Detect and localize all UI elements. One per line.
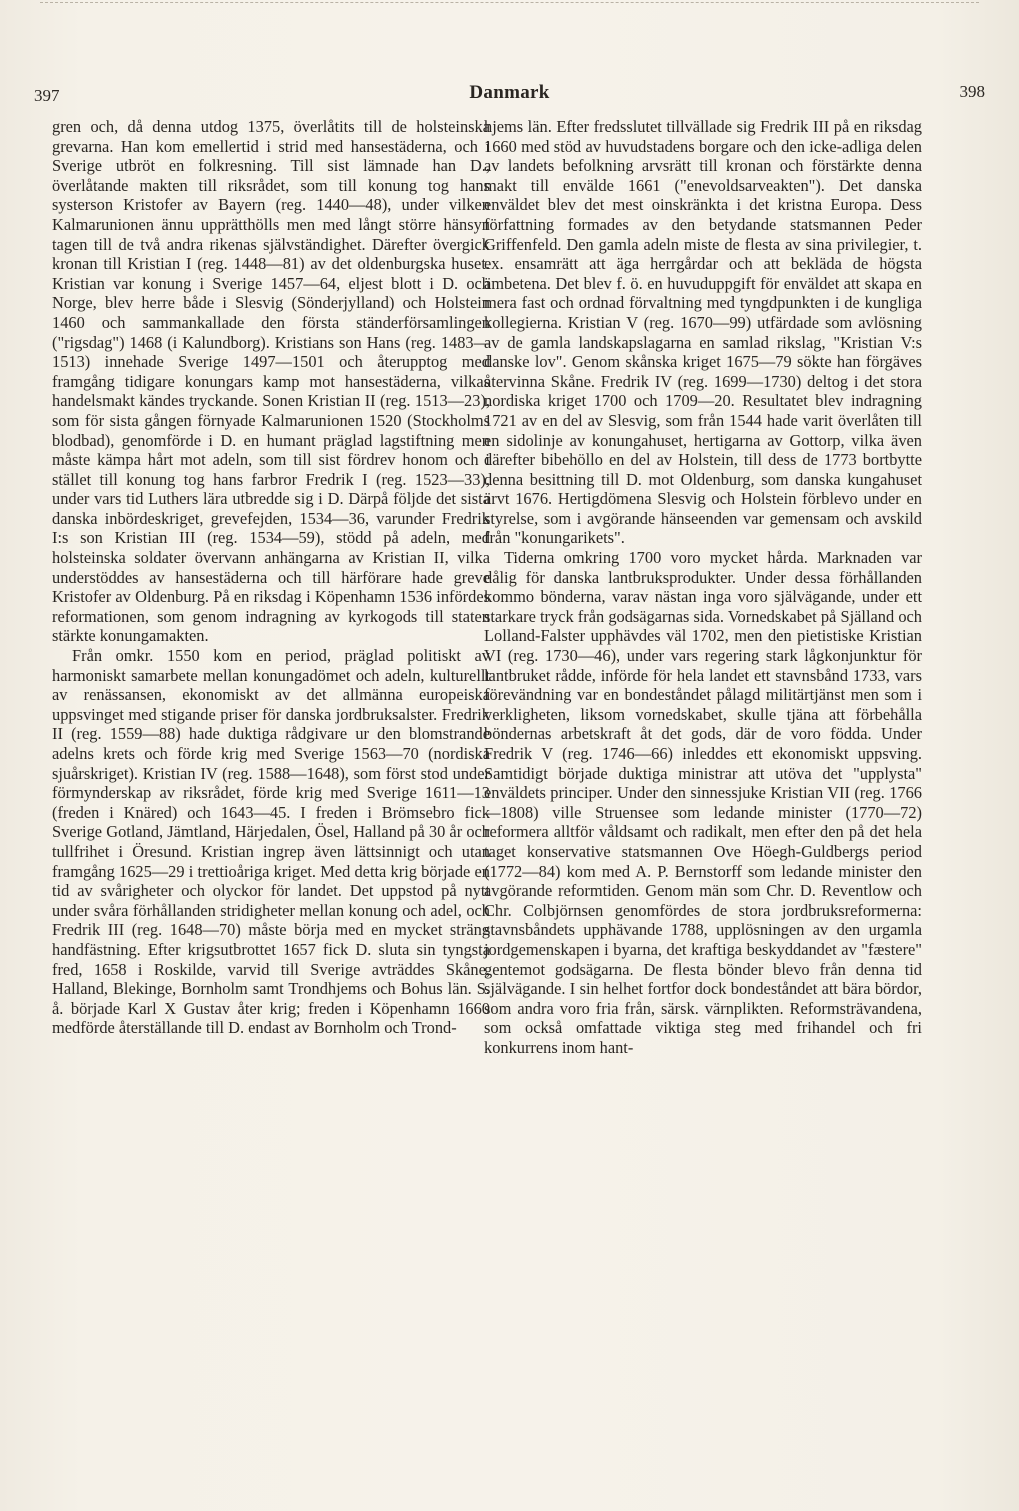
right-column [484,117,922,1058]
running-title: Danmark [469,82,550,103]
paragraph: Från omkr. 1550 kom en period, präglad politiskt av harmoniskt samarbete mellan konungadömet och adeln, kulturellt av renässansen, ekonomiskt av det allmänna europeiska uppsvinget med stigande priser för danska jordbruksalster. Fredrik II (reg. 1559—88) hade duktiga rådgivare ur den blomstrande adelns krets och förde krig med Sverige 1563—70 (nordiska sjuårskriget). Kristian IV (reg. 1588—1648), som först stod under förmynderskap av riksrådet, förde krig med Sverige 1611—13 (freden i Knäred) och 1643—45. I freden i Brömsebro fick Sverige Gotland, Jämtland, Härjedalen, Ösel, Halland på 30 år och tullfrihet i Öresund. Kristian ingrep även lättsinnigt och utan framgång 1625—29 i trettioåriga kriget. Med detta krig började en tid av svårigheter och olyckor för landet. Det uppstod på nytt under svåra förhållanden stridigheter mellan konung och adel, och Fredrik III (reg. 1648—70) måste börja med en mycket sträng handfästning. Efter krigsutbrottet 1657 fick D. sluta sin tyngsta fred, 1658 i Roskilde, varvid till Sverige avträddes Skåne, Halland, Blekinge, Bornholm samt Trondhjems och Bohus län. S. å. började Karl X Gustav åter krig; freden i Köpenhamn 1660 medförde återställande till D. endast av Bornholm och Trond- [52,646,490,1038]
running-header [34,82,985,108]
top-edge-rule [40,2,979,3]
left-column [52,117,490,1038]
paragraph: Tiderna omkring 1700 voro mycket hårda. Marknaden var dålig för danska lantbruksprodukter. Under dessa förhållanden kommo bönderna, varav nästan inga voro självägande, under ett starkare tryck från godsägarnas sida. Vornedskabet på Själland och Lolland-Falster upphävdes väl 1702, men den pietistiske Kristian VI (reg. 1730—46), under vars regering stark lågkonjunktur för lantbruket rådde, införde för hela landet ett stavnsbånd 1733, vars förevändning var en bondeståndet pålagd militärtjänst men som i verkligheten, liksom vornedskabet, skulle tjäna att förbehålla böndernas arbetskraft åt det gods, där de voro födda. Under Fredrik V (reg. 1746—66) inleddes ett ekonomiskt uppsving. Samtidigt började duktiga ministrar att utöva det "upplysta" enväldets principer. Under den sinnessjuke Kristian VII (reg. 1766—1808) ville Struensee som ledande minister (1770—72) reformera alltför våldsamt och radikalt, men efter den på det hela taget konservative statsmannen Ove Höegh-Guldbergs period (1772—84) kom med A. P. Bernstorff som ledande minister den avgörande reformtiden. Genom män som Chr. D. Reventlow och Chr. Colbjörnsen genomfördes de stora jordbruksreformerna: stavnsbåndets upphävande 1788, upplösningen av den urgamla jordgemenskapen i byarna, det kraftiga beskyddandet av "fæstere" gentemot godsägarna. De flesta bönder blevo från denna tid självägande. I sin helhet fortfor dock bondeståndet att bära bördor, som andra voro fria från, särsk. värnplikten. Reformsträvandena, som också omfattade viktiga steg med frihandel och fri konkurrens inom hant- [484,548,922,1057]
paragraph: hjems län. Efter fredsslutet tillvällade sig Fredrik III på en riksdag 1660 med stöd av huvudstadens borgare och den icke-adliga delen av landets befolkning arvsrätt till kronan och förstärkte denna makt till envälde 1661 ("enevoldsarveakten"). Det danska enväldet blev det mest oinskränkta i det kristna Europa. Dess författning formades av den betydande statsmannen Peder Griffenfeld. Den gamla adeln miste de flesta av sina privilegier, t. ex. ensamrätt att äga herrgårdar och att bekläda de högsta ämbetena. Det blev f. ö. en huvuduppgift för enväldet att skapa en mera fast och ordnad förvaltning med tyngdpunkten i de kungliga kollegierna. Kristian V (reg. 1670—99) utfärdade som avlösning av de gamla landskapslagarna en samlad rikslag, "Kristian V:s danske lov". Genom skånska kriget 1675—79 sökte han förgäves återvinna Skåne. Fredrik IV (reg. 1699—1730) deltog i det stora nordiska kriget 1700 och 1709—20. Resultatet blev indragning 1721 av en del av Slesvig, som från 1544 hade varit överlåten till en sidolinje av konungahuset, hertigarna av Gottorp, vilka även därefter bibehöllo en del av Holstein, till dess de 1773 bortbytte denna besittning till D. mot Oldenburg, som danska kungahuset ärvt 1676. Hertigdömena Slesvig och Holstein förblevo under en styrelse, som i avgörande hänseenden var gemensam och avskild från "konungarikets". [484,117,922,548]
page-number-left: 397 [34,86,60,105]
paragraph: gren och, då denna utdog 1375, överlåtits till de holsteinska grevarna. Han kom emellertid i strid med hansestäderna, och i Sverige utbröt en folkresning. Till sist lämnade han D., överlåtande makten till riksrådet, som till konung tog hans systerson Kristofer av Bayern (reg. 1440—48), under vilken Kalmarunionen ännu upprätthölls men med långt större hänsyn tagen till de två andra rikenas självständighet. Därefter övergick kronan till Kristian I (reg. 1448—81) av det oldenburgska huset. Kristian var konung i Sverige 1457—64, eljest blott i D. och Norge, blev herre både i Slesvig (Sönderjylland) och Holstein 1460 och sammankallade den första ständerförsamlingen ("rigsdag") 1468 (i Kalundborg). Kristians son Hans (reg. 1483—1513) innehade Sverige 1497—1501 och återupptog med framgång tidigare konungars kamp mot hansestäderna, vilkas handelsmakt kändes tryckande. Sonen Kristian II (reg. 1513—23), som för sista gången förnyade Kalmarunionen 1520 (Stockholms blodbad), genomförde i D. en humant präglad lagstiftning men måste kämpa hårt mot adeln, som till sist fördrev honom och i stället till konung tog hans farbror Fredrik I (reg. 1523—33), under vars tid Luthers lära utbredde sig i D. Därpå följde det sista danska inbördeskriget, grevefejden, 1534—36, varunder Fredrik I:s son Kristian III (reg. 1534—59), stödd på adeln, med holsteinska soldater övervann anhängarna av Kristian II, vilka understöddes av hansestäderna och till härförare hade greve Kristofer av Oldenburg. På en riksdag i Köpenhamn 1536 infördes reformationen, som genom indragning av kyrkogods till staten stärkte konungamakten. [52,117,490,646]
page-number-right: 398 [959,82,985,101]
